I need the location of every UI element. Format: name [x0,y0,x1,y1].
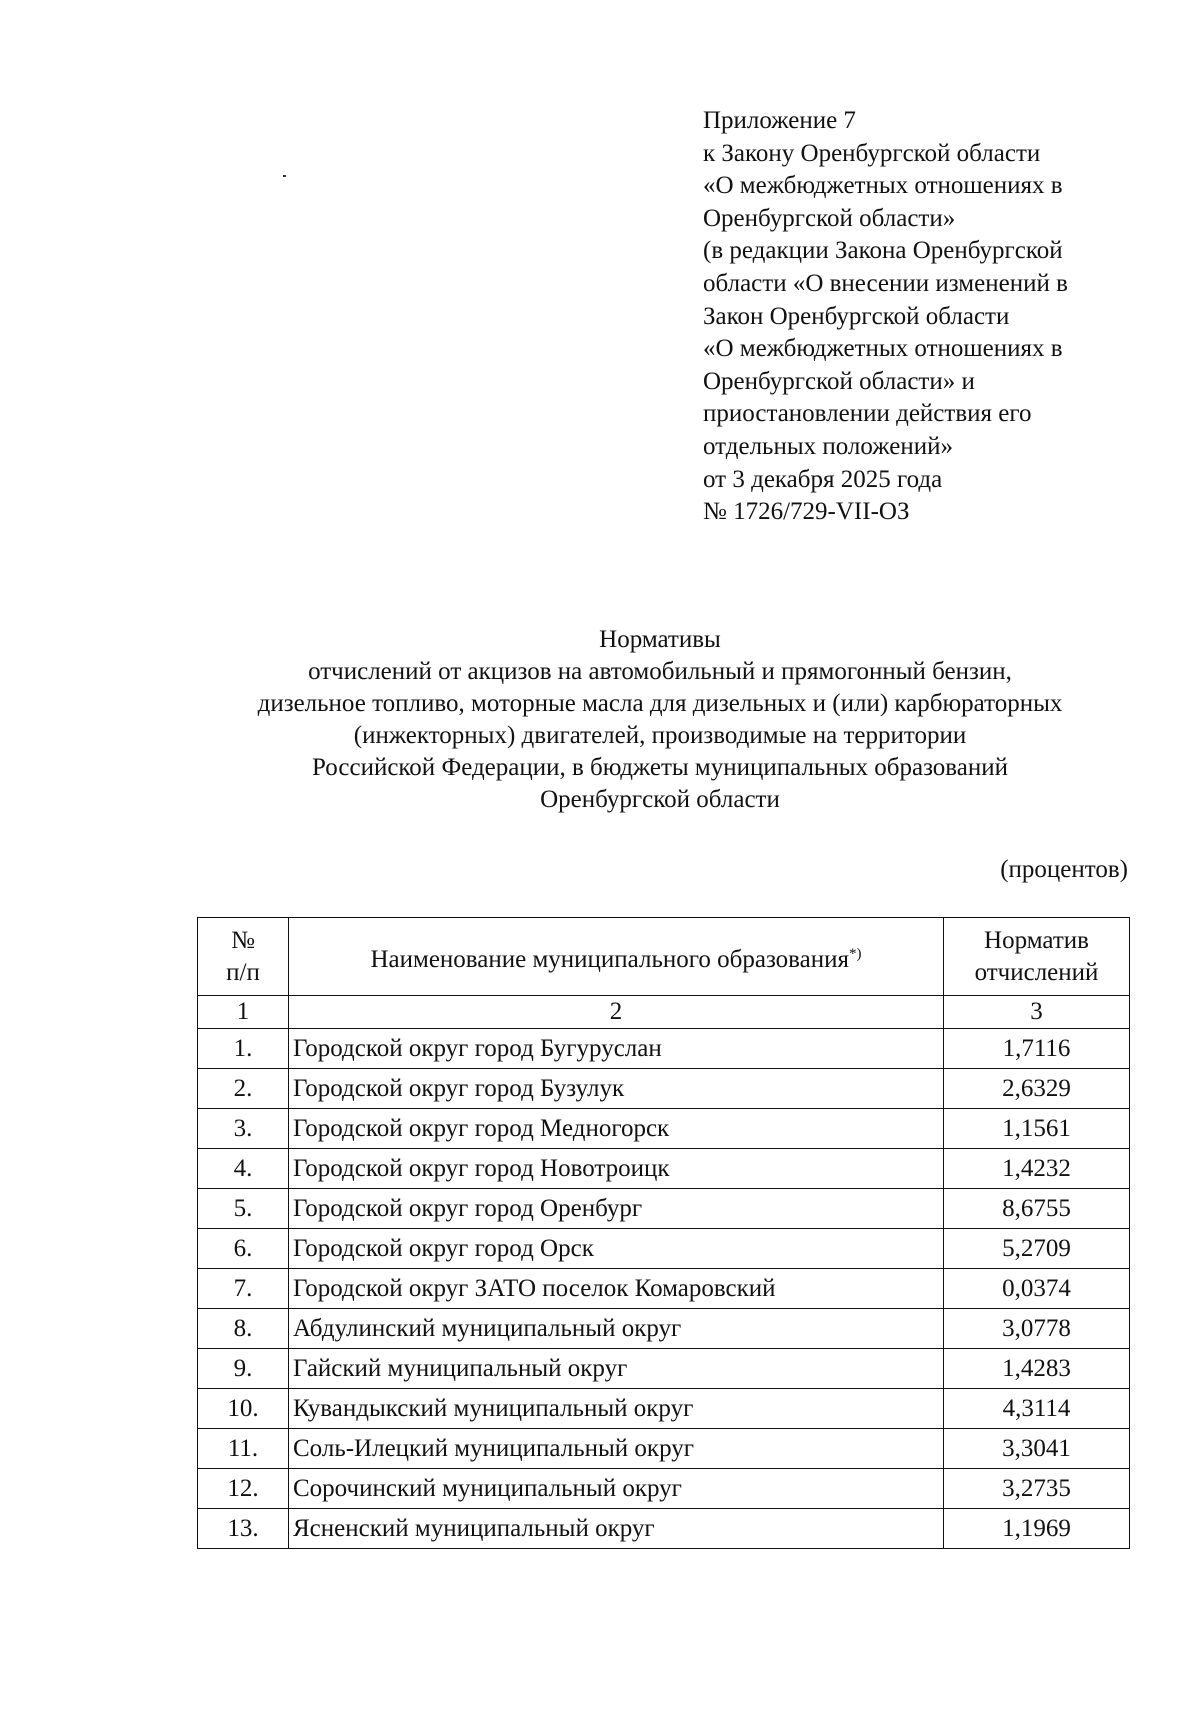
row-municipality: Городской округ город Бузулук [289,1069,944,1109]
row-number: 1. [198,1029,289,1069]
row-norm-value: 4,3114 [944,1389,1130,1429]
header-value [944,918,1130,996]
header-value-line2: отчислений [974,958,1099,986]
row-municipality: Ясненский муниципальный округ [289,1509,944,1549]
scan-speck [283,175,286,177]
row-municipality: Городской округ город Новотроицк [289,1149,944,1189]
row-municipality: Городской округ ЗАТО поселок Комаровский [289,1269,944,1309]
index-cell: 2 [289,996,944,1029]
row-number: 9. [198,1349,289,1389]
row-norm-value: 8,6755 [944,1189,1130,1229]
table-row [198,1469,1130,1509]
table-row [198,1149,1130,1189]
table-row [198,1069,1130,1109]
table-row [198,1029,1130,1069]
row-municipality: Соль-Илецкий муниципальный округ [289,1429,944,1469]
appendix-line: Оренбургской области» и [703,367,975,395]
appendix-line: приостановлении действия его [703,400,1032,428]
table-row [198,1389,1130,1429]
index-cell: 1 [198,996,289,1029]
row-norm-value: 5,2709 [944,1229,1130,1269]
header-num-line1: № [231,926,255,954]
title-line: отчислений от акцизов на автомобильный и прямогонный бензин, [308,658,1012,685]
table-row [198,1309,1130,1349]
appendix-line: Приложение 7 [703,107,856,134]
appendix-line: от 3 декабря 2025 года [703,465,943,493]
title-line: дизельное топливо, моторные масла для дизельных и (или) карбюраторных [257,690,1063,717]
table-index-row [198,996,1130,1029]
row-number: 2. [198,1069,289,1109]
appendix-line: отдельных положений» [703,432,953,460]
index-cell: 3 [944,996,1130,1029]
row-norm-value: 1,7116 [944,1029,1130,1069]
appendix-line: № 1726/729-VII-ОЗ [703,498,910,526]
table-header-row [198,918,1130,996]
header-num [198,918,289,996]
norms-table [197,917,1130,1549]
row-municipality: Городской округ город Оренбург [289,1189,944,1229]
row-municipality: Сорочинский муниципальный округ [289,1469,944,1509]
title-line: Нормативы [599,626,721,653]
row-number: 12. [198,1469,289,1509]
appendix-line: «О межбюджетных отношениях в [703,172,1063,200]
row-municipality: Гайский муниципальный округ [289,1349,944,1389]
row-number: 10. [198,1389,289,1429]
row-number: 7. [198,1269,289,1309]
table-row [198,1349,1130,1389]
appendix-line: области «О внесении изменений в [703,269,1068,297]
table-row [198,1429,1130,1469]
row-norm-value: 3,2735 [944,1469,1130,1509]
table-row [198,1509,1130,1549]
row-norm-value: 1,1561 [944,1109,1130,1149]
table-row [198,1269,1130,1309]
appendix-line: к Закону Оренбургской области [703,139,1041,167]
header-num-line2: п/п [226,958,260,986]
row-number: 11. [198,1429,289,1469]
header-name [289,918,944,996]
document-title [150,624,1170,816]
table-row [198,1229,1130,1269]
appendix-line: (в редакции Закона Оренбургской [703,237,1063,265]
title-line: (инжекторных) двигателей, производимые на территории [353,722,967,749]
units-label: (процентов) [1000,856,1128,883]
header-value-line1: Норматив [984,926,1089,954]
title-line: Оренбургской области [540,786,780,813]
row-norm-value: 3,3041 [944,1429,1130,1469]
row-norm-value: 0,0374 [944,1269,1130,1309]
row-municipality: Городской округ город Медногорск [289,1109,944,1149]
row-norm-value: 1,4232 [944,1149,1130,1189]
row-norm-value: 1,1969 [944,1509,1130,1549]
table-row [198,1189,1130,1229]
row-municipality: Абдулинский муниципальный округ [289,1309,944,1349]
title-line: Российской Федерации, в бюджеты муниципальных образований [311,754,1009,781]
row-number: 3. [198,1109,289,1149]
appendix-block [703,105,1143,529]
row-norm-value: 1,4283 [944,1349,1130,1389]
row-number: 13. [198,1509,289,1549]
header-name-text: Наименование муниципального образования [370,945,850,973]
row-number: 6. [198,1229,289,1269]
header-name-footnote-mark: *) [849,945,862,962]
row-number: 4. [198,1149,289,1189]
row-norm-value: 2,6329 [944,1069,1130,1109]
appendix-line: Закон Оренбургской области [703,302,1010,330]
row-number: 5. [198,1189,289,1229]
row-number: 8. [198,1309,289,1349]
row-municipality: Кувандыкский муниципальный округ [289,1389,944,1429]
row-municipality: Городской округ город Бугуруслан [289,1029,944,1069]
row-norm-value: 3,0778 [944,1309,1130,1349]
table-row [198,1109,1130,1149]
appendix-line: Оренбургской области» [703,204,956,232]
row-municipality: Городской округ город Орск [289,1229,944,1269]
appendix-line: «О межбюджетных отношениях в [703,335,1063,363]
